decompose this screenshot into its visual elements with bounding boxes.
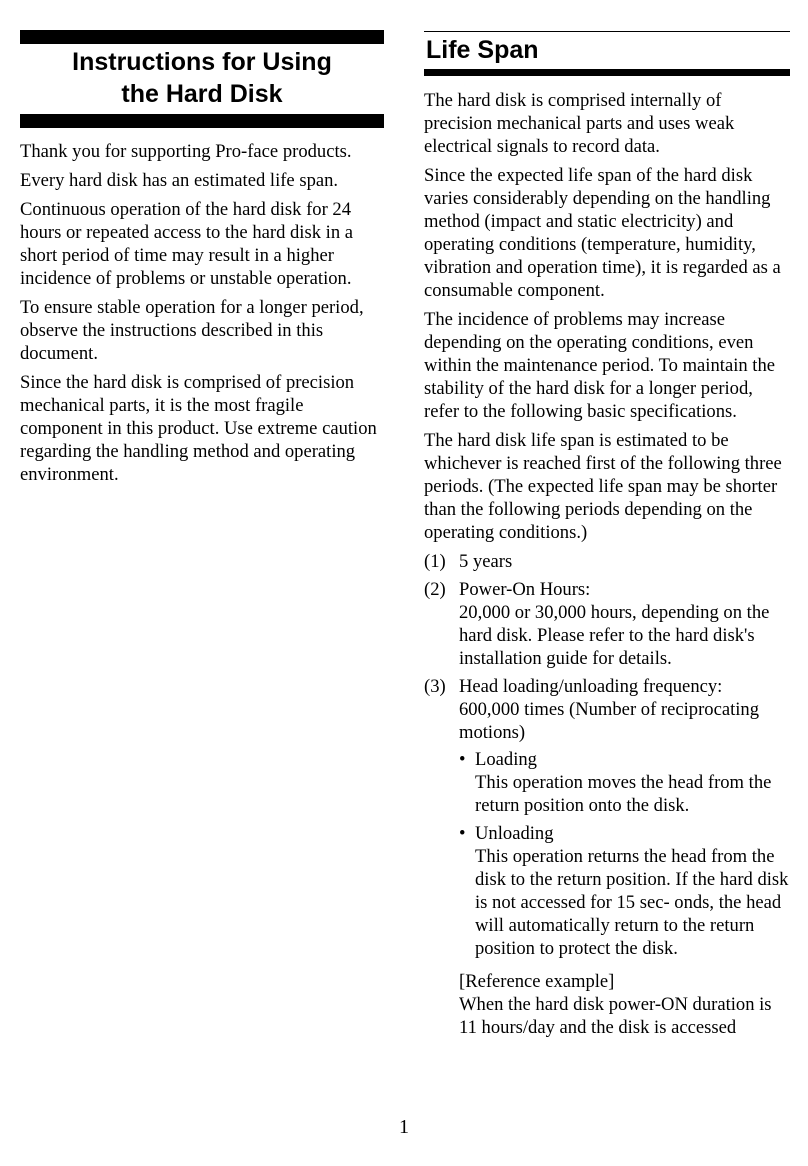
left-title [20,46,384,110]
left-paragraph: Continuous operation of the hard disk for 24 hours or repeated access to the hard disk in a short period of time may result in a higher incidence of problems or unstable operation. [20,199,354,289]
list-number: (3) [424,676,446,697]
title-top-rule [20,30,384,44]
list-item-body [459,550,790,573]
reference-label: [Reference example] [459,971,615,992]
bullet-body [475,822,790,960]
list-number: (2) [424,579,446,600]
period-list [424,550,790,965]
list-item-text: 5 years [459,551,513,572]
left-paragraph: Since the hard disk is comprised of precision mechanical parts, it is the most fragile component in this product. Use extreme caution regarding the handling method and operating environment. [20,372,377,485]
bullet-list [459,748,790,960]
right-paragraph: The hard disk life span is estimated to be whichever is reached first of the following three periods. (The expected life span may be shorter than the following periods depending on the operating conditions.) [424,430,782,543]
left-paragraph: Thank you for supporting Pro-face products. [20,141,352,162]
left-paragraph: Every hard disk has an estimated life span. [20,170,339,191]
right-paragraph: The incidence of problems may increase depending on the operating conditions, even within the maintenance period. To maintain the stability of the hard disk for a longer period, refer to the following basic specifications. [424,309,776,422]
page-number: 1 [399,1116,409,1138]
bullet-heading: Unloading [475,823,554,844]
list-item-body [459,578,790,670]
bullet-item [459,748,790,817]
list-item [424,550,790,573]
list-item [424,675,790,965]
bullet-item [459,822,790,960]
list-item-body [459,675,790,965]
list-item-heading: Power-On Hours: [459,579,591,600]
list-item-text: 600,000 times (Number of reciprocating motions) [459,699,759,743]
bullet-body [475,748,790,817]
list-item-text: 20,000 or 30,000 hours, depending on the hard disk. Please refer to the hard disk's installation guide for details. [459,602,770,669]
reference-example [459,970,790,1039]
section-title: Life Span [426,36,539,64]
bullet-heading: Loading [475,749,537,770]
section-top-rule [424,31,790,32]
right-paragraph: Since the expected life span of the hard disk varies considerably depending on the handling method (impact and static electricity) and operating conditions (temperature, humidity, vibration and operation time), it is regarded as a consumable component. [424,165,781,301]
list-item-heading: Head loading/unloading frequency: [459,676,723,697]
bullet-icon: • [459,749,466,770]
title-bottom-rule [20,114,384,128]
left-title-line-1: Instructions for Using [72,48,332,76]
list-number: (1) [424,551,446,572]
right-column [424,31,790,1039]
reference-text: When the hard disk power-ON duration is 11 hours/day and the disk is accessed [459,994,772,1038]
left-column [20,30,384,492]
list-item [424,578,790,670]
left-title-line-2: the Hard Disk [121,80,283,108]
right-paragraph: The hard disk is comprised internally of precision mechanical parts and uses weak electrical signals to record data. [424,90,735,157]
left-paragraph: To ensure stable operation for a longer period, observe the instructions described in this document. [20,297,364,364]
bullet-text: This operation returns the head from the disk to the return position. If the hard disk is not accessed for 15 sec- onds, the head will automatically return to the return position to protect the disk. [475,846,789,959]
section-title-bar [424,69,790,76]
bullet-text: This operation moves the head from the return position onto the disk. [475,772,772,816]
bullet-icon: • [459,823,466,844]
